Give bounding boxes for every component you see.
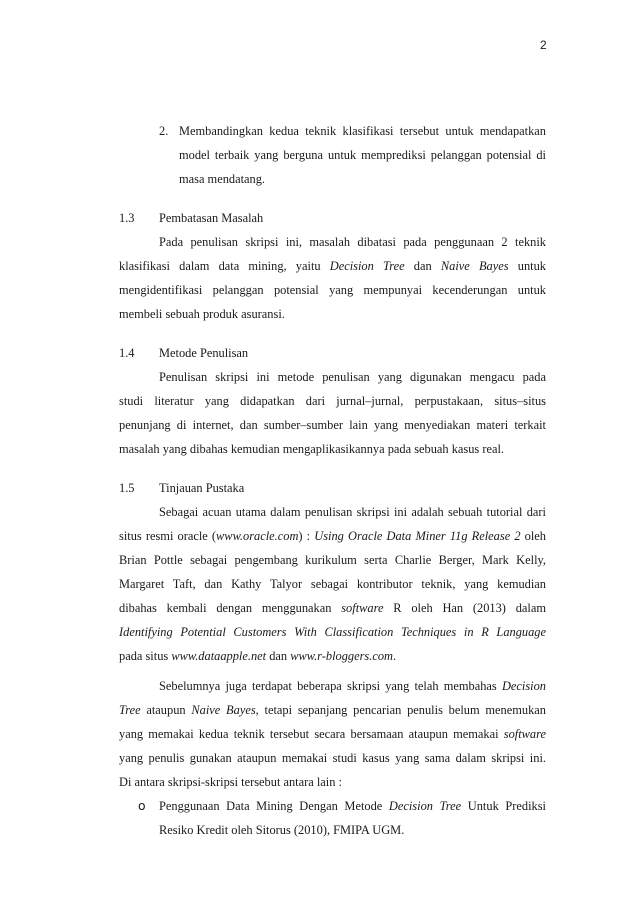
paragraph-line: masalah yang dibahas kemudian mengaplikasikannya pada sebuah kasus real. [119,442,505,456]
paragraph-line: Brian Pottle sebagai pengembang kurikulum serta Charlie Berger, Mark Kelly, [119,553,546,567]
paragraph-line: Pada penulisan skripsi ini, masalah dibatasi pada penggunaan 2 teknik [159,235,546,249]
paragraph-line: mengidentifikasi pelanggan potensial yang mempunyai kecenderungan untuk [119,283,546,297]
paragraph-line: pada situs www.dataapple.net dan www.r-bloggers.com. [119,649,397,663]
section-number: 1.3 [119,211,135,225]
paragraph-line: penunjang di internet, dan sumber–sumber lain yang menyediakan materi terkait [119,418,546,432]
paragraph-line: Identifying Potential Customers With Classification Techniques in R Language [119,625,546,639]
bullet-marker: o [138,798,146,813]
paragraph-line: Sebelumnya juga terdapat beberapa skripsi yang telah membahas Decision [159,679,546,693]
section-number: 1.5 [119,481,135,495]
section-title: Tinjauan Pustaka [159,481,245,495]
section-title: Pembatasan Masalah [159,211,264,225]
item2-line-2: model terbaik yang berguna untuk memprediksi pelanggan potensial di [179,148,546,162]
paragraph-line: situs resmi oracle (www.oracle.com) : Using Oracle Data Miner 11g Release 2 oleh [119,529,546,543]
paragraph-line: Margaret Taft, dan Kathy Talyor sebagai kontributor teknik, yang kemudian [119,577,546,591]
paragraph-line: klasifikasi dalam data mining, yaitu Decision Tree dan Naive Bayes untuk [119,259,547,273]
paragraph-line: Penulisan skripsi ini metode penulisan yang digunakan mengacu pada [159,370,546,384]
section-number: 1.4 [119,346,135,360]
bullet-line: Resiko Kredit oleh Sitorus (2010), FMIPA UGM. [159,823,405,837]
bullet-line: Penggunaan Data Mining Dengan Metode Decision Tree Untuk Prediksi [159,799,546,813]
paragraph-line: membeli sebuah produk asuransi. [119,307,285,321]
item2-line-1: Membandingkan kedua teknik klasifikasi tersebut untuk mendapatkan [179,124,546,138]
paragraph-line: dibahas kembali dengan menggunakan software R oleh Han (2013) dalam [119,601,546,615]
paragraph-line: studi literatur yang didapatkan dari jurnal–jurnal, perpustakaan, situs–situs [119,394,546,408]
paragraph-line: yang memakai kedua teknik tersebut secara bersamaan ataupun memakai software [119,727,546,741]
paragraph-line: Sebagai acuan utama dalam penulisan skripsi ini adalah sebuah tutorial dari [159,505,546,519]
list-number: 2. [159,124,169,138]
item2-line-3: masa mendatang. [179,172,266,186]
paragraph-line: yang penulis gunakan ataupun memakai studi kasus yang sama dalam skripsi ini. [119,751,546,765]
page-number: 2 [540,38,547,52]
section-title: Metode Penulisan [159,346,249,360]
paragraph-line: Di antara skripsi-skripsi tersebut antara lain : [119,775,342,789]
paragraph-line: Tree ataupun Naive Bayes, tetapi sepanjang pencarian penulis belum menemukan [119,703,546,717]
